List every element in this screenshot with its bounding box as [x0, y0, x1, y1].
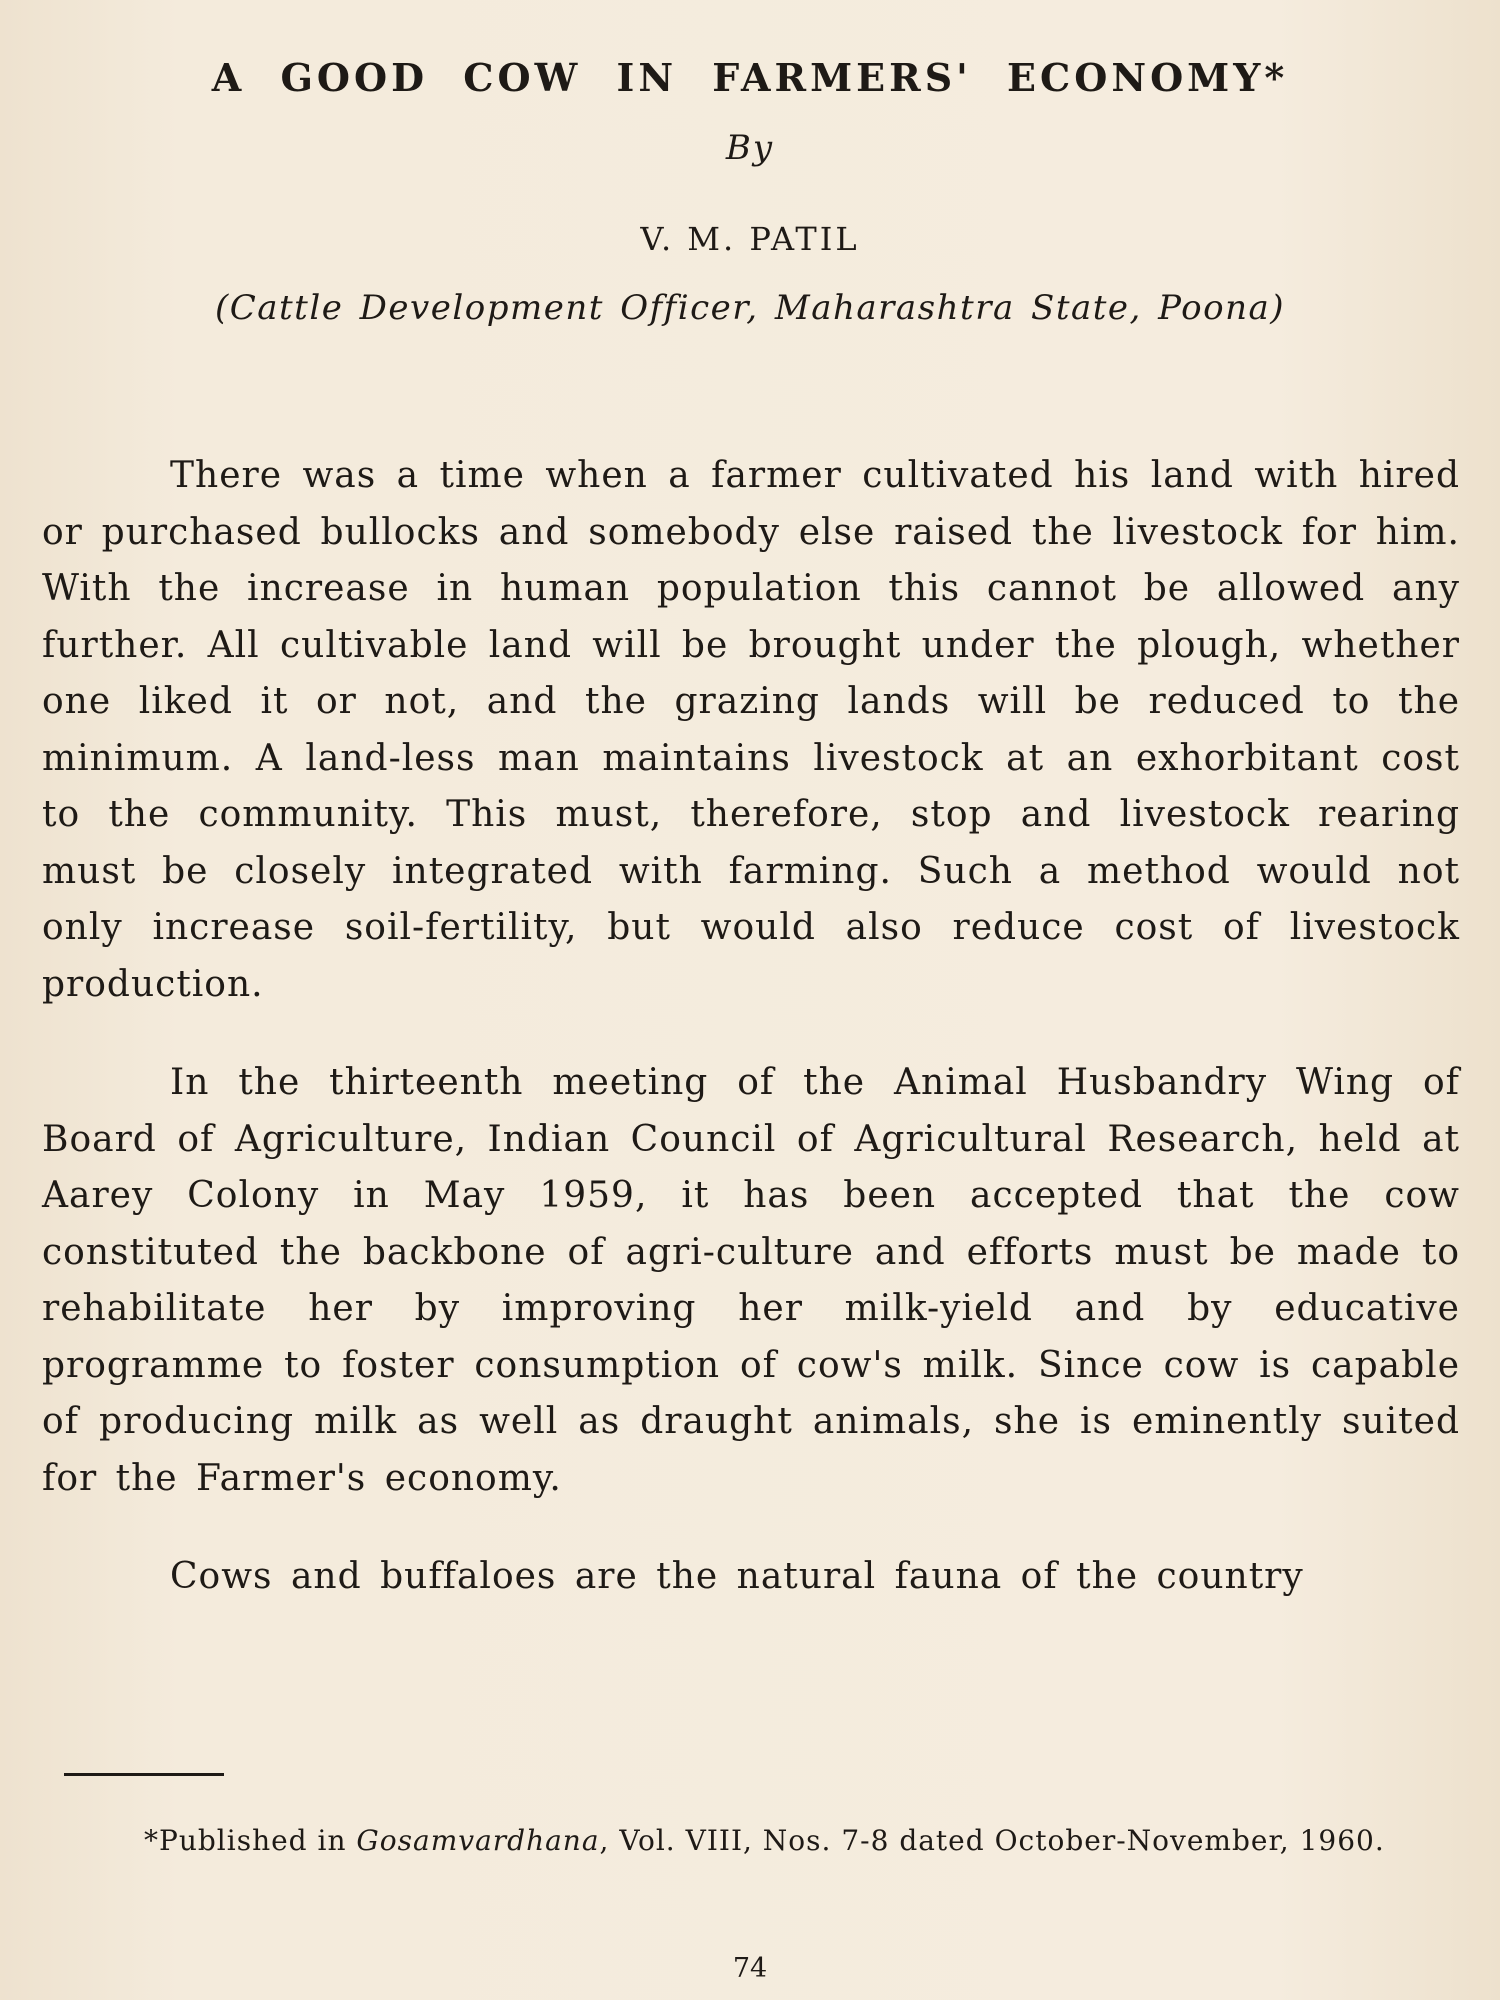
author-affiliation: (Cattle Development Officer, Maharashtra State, Poona)	[214, 288, 1286, 328]
footnote	[62, 1815, 1460, 1867]
footnote-suffix: , Vol. VIII, Nos. 7-8 dated October-November, 1960.	[599, 1824, 1385, 1857]
article-body	[42, 448, 1460, 1606]
paragraph-3: Cows and buffaloes are the natural fauna of the country	[170, 1556, 1304, 1597]
footnote-prefix: *Published in	[144, 1824, 357, 1857]
article-title: A GOOD COW IN FARMERS' ECONOMY*	[211, 55, 1289, 100]
footnote-divider	[64, 1773, 224, 1776]
byline: By	[725, 128, 775, 168]
page-number: 74	[732, 1953, 768, 1984]
paragraph-2: In the thirteenth meeting of the Animal Husbandry Wing of Board of Agriculture, Indian Council of Agricultural Research, held at Aarey Colony in May 1959, it has been accepted that the cow constituted the backbone of agri-culture and efforts must be made to rehabilitate her by improving her milk-yield and by educative programme to foster consumption of cow's milk. Since cow is capable of producing milk as well as draught animals, she is eminently suited for the Farmer's economy.	[42, 1062, 1460, 1499]
footnote-journal: Gosamvardhana	[356, 1824, 600, 1857]
author-name: V. M. PATIL	[640, 220, 860, 258]
paragraph-1: There was a time when a farmer cultivated his land with hired or purchased bullocks and somebody else raised the livestock for him. With the increase in human population this cannot be allowed any further. All cultivable land will be brought under the plough, whether one liked it or not, and the grazing lands will be reduced to the minimum. A land-less man maintains livestock at an exhorbitant cost to the community. This must, therefore, stop and livestock rearing must be closely integrated with farming. Such a method would not only increase soil-fertility, but would also reduce cost of livestock production.	[42, 455, 1460, 1005]
